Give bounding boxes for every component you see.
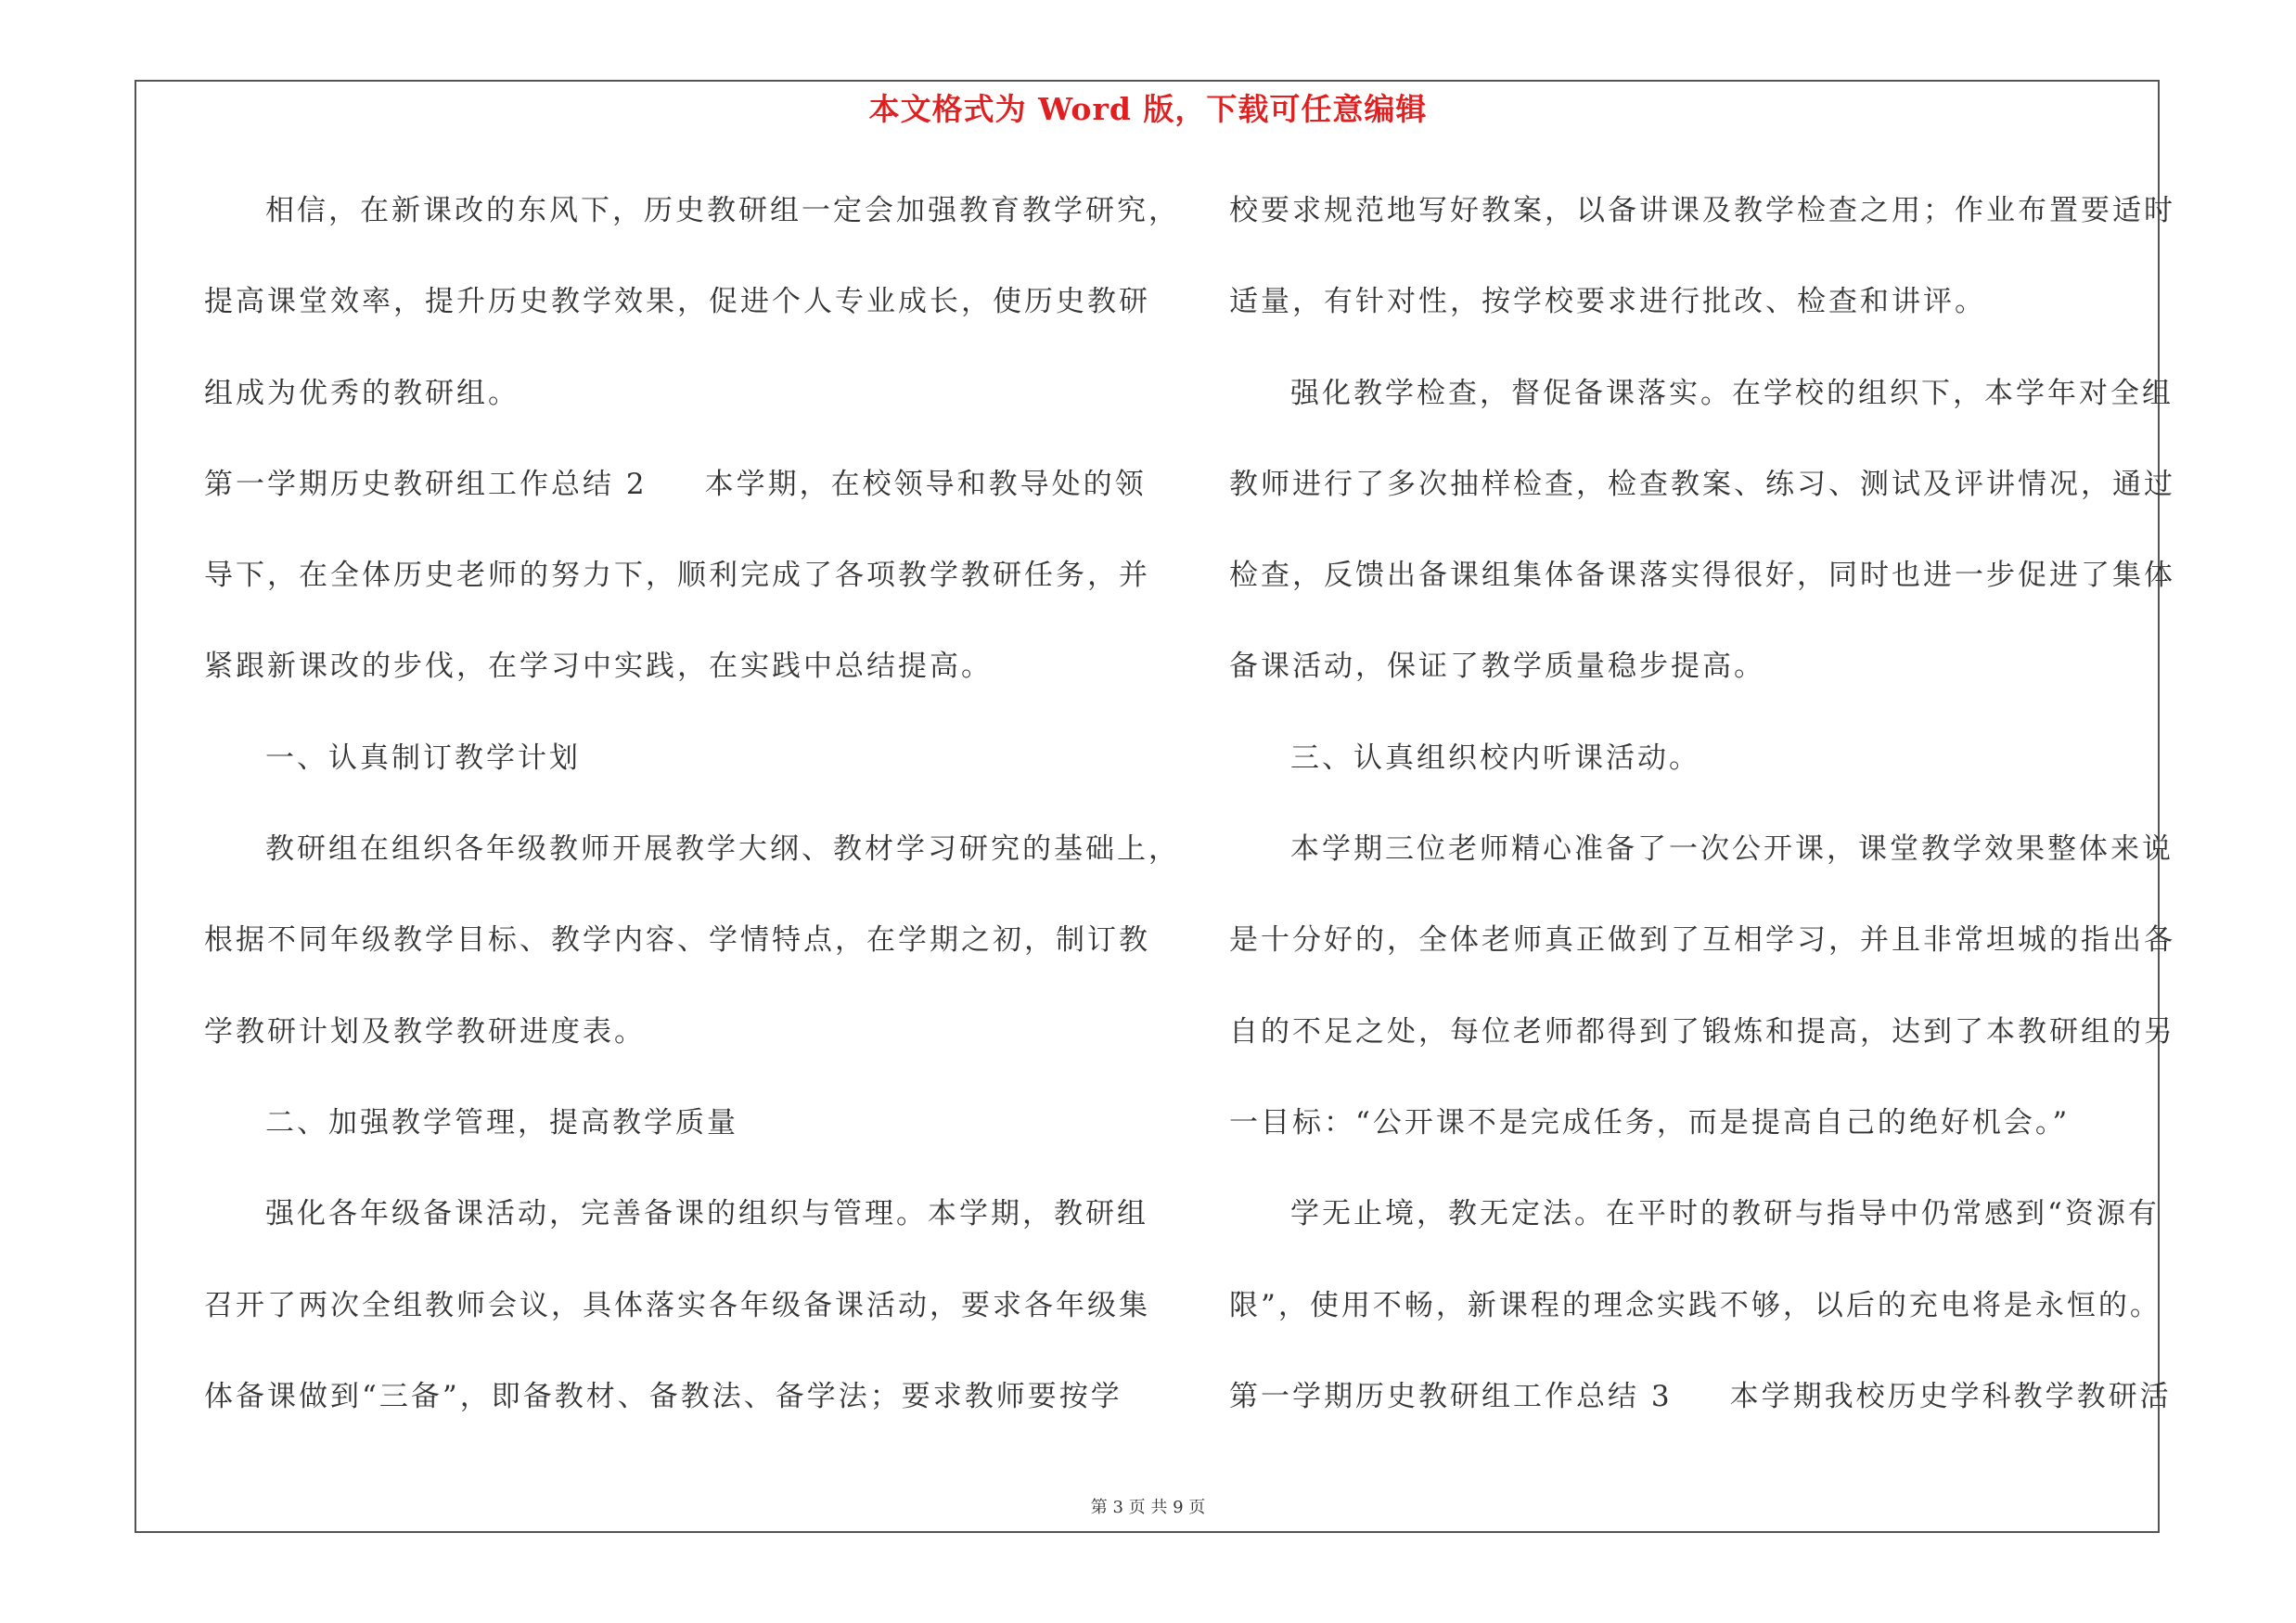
subheading: 一、认真制订教学计划 xyxy=(265,741,581,775)
text-line: 适量，有针对性，按学校要求进行批改、检查和讲评。 xyxy=(1229,285,1986,319)
text-line: 学无止境，教无定法。在平时的教研与指导中仍常感到“资源有 xyxy=(1290,1197,2160,1231)
text-line: 一目标：“公开课不是完成任务，而是提高自己的绝好机会。” xyxy=(1229,1105,2071,1140)
text-line: 是十分好的，全体老师真正做到了互相学习，并且非常坦城的指出各 xyxy=(1229,923,2175,958)
text-line: 限”，使用不畅，新课程的理念实践不够，以后的充电将是永恒的。 xyxy=(1229,1288,2161,1322)
text-line: 强化教学检查，督促备课落实。在学校的组织下，本学年对全组 xyxy=(1290,376,2174,410)
left-column xyxy=(204,182,1180,1459)
text-line: 体备课做到“三备”，即备教材、备教法、备学法；要求教师要按学 xyxy=(204,1379,1122,1413)
text-line: 强化各年级备课活动，完善备课的组织与管理。本学期，教研组 xyxy=(265,1197,1148,1231)
text-line: 检查，反馈出备课组集体备课落实得很好，同时也进一步促进了集体 xyxy=(1229,559,2175,593)
text-line: 提高课堂效率，提升历史教学效果，促进个人专业成长，使历史教研 xyxy=(204,285,1150,319)
subheading: 三、认真组织校内听课活动。 xyxy=(1290,741,1700,775)
text-line: 导下，在全体历史老师的努力下，顺利完成了各项教学教研任务，并 xyxy=(204,559,1150,593)
subheading: 二、加强教学管理，提高教学质量 xyxy=(265,1105,738,1140)
text-line: 备课活动，保证了教学质量稳步提高。 xyxy=(1229,650,1765,684)
text-line: 自的不足之处，每位老师都得到了锻炼和提高，达到了本教研组的另 xyxy=(1229,1014,2175,1049)
page-number: 第 3 页 共 9 页 xyxy=(1090,1498,1206,1517)
format-banner: 本文格式为 Word 版，下载可任意编辑 xyxy=(868,91,1428,127)
text-line: 本学期三位老师精心准备了一次公开课，课堂教学效果整体来说 xyxy=(1290,832,2174,867)
right-column xyxy=(1229,182,2175,1459)
text-line: 根据不同年级教学目标、教学内容、学情特点，在学期之初，制订教 xyxy=(204,923,1150,958)
text-line: 组成为优秀的教研组。 xyxy=(204,376,519,410)
section-title: 第一学期历史教研组工作总结 2 xyxy=(204,467,648,501)
text-line: 教研组在组织各年级教师开展教学大纲、教材学习研究的基础上， xyxy=(265,832,1180,867)
section-heading-line: 第一学期历史教研组工作总结 3 本学期我校历史学科教学教研活 xyxy=(1229,1379,2172,1413)
text-line: 学教研计划及教学教研进度表。 xyxy=(204,1014,646,1049)
text-line: 紧跟新课改的步伐，在学习中实践，在实践中总结提高。 xyxy=(204,650,993,684)
text-line: 相信，在新课改的东风下，历史教研组一定会加强教育教学研究， xyxy=(265,194,1180,227)
text-line: 教师进行了多次抽样检查，检查教案、练习、测试及评讲情况，通过 xyxy=(1229,467,2175,501)
text-line: 校要求规范地写好教案，以备讲课及教学检查之用；作业布置要适时 xyxy=(1229,194,2175,227)
section-heading-line: 第一学期历史教研组工作总结 2 本学期，在校领导和教导处的领 xyxy=(204,467,1147,501)
text-line: 召开了两次全组教师会议，具体落实各年级备课活动，要求各年级集 xyxy=(204,1288,1150,1322)
section-title: 第一学期历史教研组工作总结 3 xyxy=(1229,1379,1673,1413)
